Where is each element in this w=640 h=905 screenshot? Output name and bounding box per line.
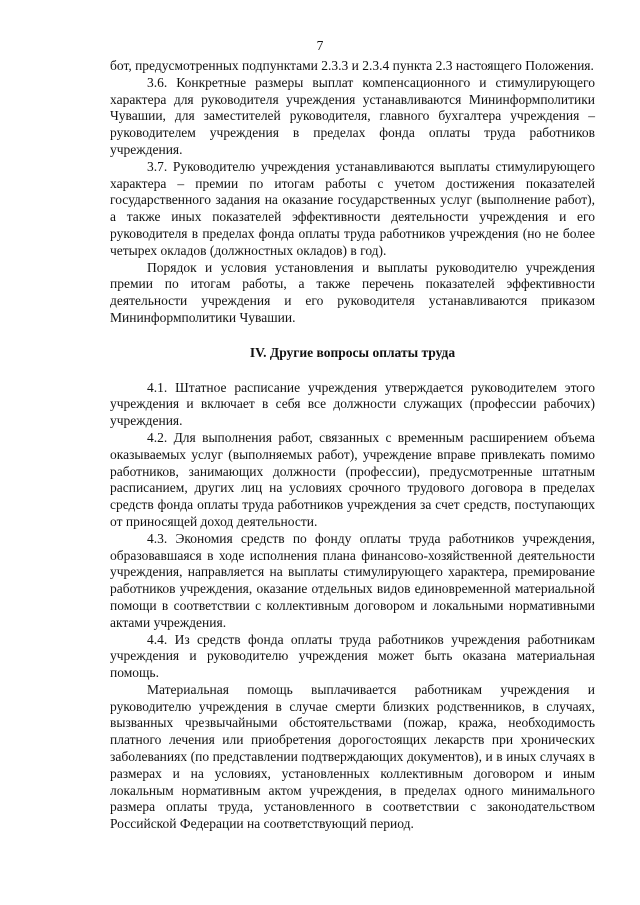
paragraph-continuation: бот, предусмотренных подпунктами 2.3.3 и 2.3.4 пункта 2.3 настоящего Положения. bbox=[110, 58, 594, 73]
paragraph-3-6: 3.6. Конкретные размеры выплат компенсационного и стимулирующего характера для руководителя учреждения устанавливаются Мининформполитики Чувашии, для заместителей руководителя, главного бухгалтера учреждения – руководителем учреждения в пределах фонда оплаты труда работников учреждения. bbox=[110, 74, 595, 157]
page-number: 7 bbox=[316, 38, 324, 53]
paragraph-3-7: 3.7. Руководителю учреждения устанавливаются выплаты стимулирующего характера – премии по итогам работы с учетом достижения показателей государственного задания на оказание государственных услуг (выполнение работ), а также иных показателей эффективности деятельности учреждения и его руководителя в пределах фонда оплаты труда работников учреждения (но не более четырех окладов (должностных окладов) в год). bbox=[110, 158, 595, 258]
paragraph-4-1: 4.1. Штатное расписание учреждения утверждается руководителем этого учреждения и включает в себя все должности служащих (профессии рабочих) учреждения. bbox=[110, 379, 595, 429]
section-heading: IV. Другие вопросы оплаты труда bbox=[249, 344, 456, 360]
paragraph-4-4: 4.4. Из средств фонда оплаты труда работников учреждения работникам учреждения и руководителю учреждения может быть оказана материальная помощь. bbox=[110, 631, 595, 681]
paragraph-bonus-procedure: Порядок и условия установления и выплаты руководителю учреждения премии по итогам работы, а также перечень показателей эффективности деятельности учреждения и его руководителя устанавливаются приказом Мининформполитики Чувашии. bbox=[110, 259, 595, 325]
paragraph-4-2: 4.2. Для выполнения работ, связанных с временным расширением объема оказываемых услуг (выполняемых работ), учреждение вправе привлекать помимо работников, занимающих должности (профессии), предусмотренные штатным расписанием, других лиц на условиях срочного трудового договора в пределах средств фонда оплаты труда работников учреждения за счет средств, поступающих от приносящей доход деятельности. bbox=[110, 429, 595, 529]
paragraph-4-3: 4.3. Экономия средств по фонду оплаты труда работников учреждения, образовавшаяся в ходе исполнения плана финансово-хозяйственной деятельности учреждения, направляется на выплаты стимулирующего характера, премирование работников учреждения, оказание отдельных видов единовременной материальной помощи в соответствии с коллективным договором и локальными нормативными актами учреждения. bbox=[110, 530, 595, 630]
paragraph-material-aid: Материальная помощь выплачивается работникам учреждения и руководителю учреждения в случае смерти близких родственников, в случаях, вызванных чрезвычайными обстоятельствами (пожар, кража, необходимость платного лечения или приобретения дорогостоящих лекарств при хронических заболеваниях (по представлении подтверждающих документов), и в иных случаях в размерах и на условиях, установленных коллективным договором и иным локальным нормативным актом учреждения, в пределах одного минимального размера оплаты труда, установленного в соответствии с законодательством Российской Федерации на соответствующий период. bbox=[110, 681, 595, 832]
document-body bbox=[110, 58, 595, 833]
